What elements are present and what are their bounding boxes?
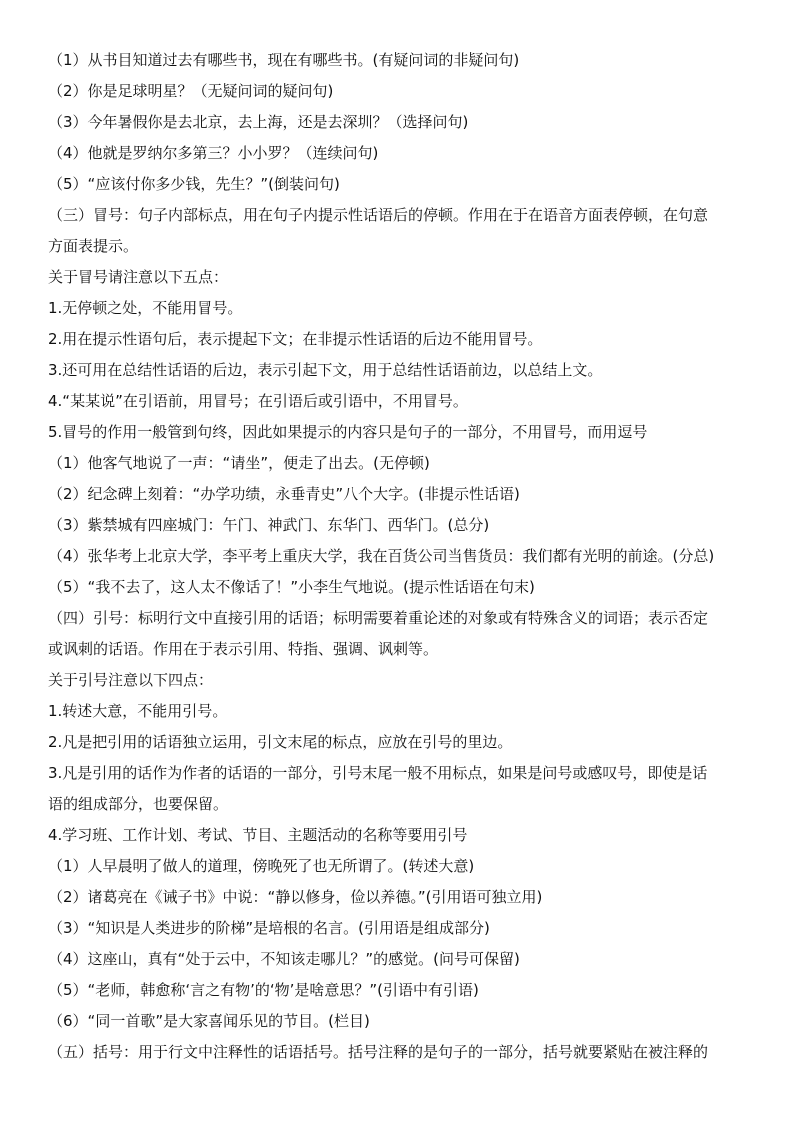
text-line: （5）“老师，韩愈称‘言之有物’的‘物’是啥意思？”(引语中有引语) xyxy=(48,981,479,999)
text-line: （3）今年暑假你是去北京，去上海，还是去深圳？（选择问句) xyxy=(48,113,469,131)
text-line: （4）这座山，真有“处于云中，不知该走哪儿？”的感觉。(问号可保留) xyxy=(48,950,520,968)
text-line: （3）“知识是人类进步的阶梯”是培根的名言。(引用语是组成部分) xyxy=(48,919,490,937)
document-page xyxy=(48,45,758,1068)
text-line: 1.无停顿之处，不能用冒号。 xyxy=(48,299,243,317)
text-line: 2.用在提示性语句后，表示提起下文；在非提示性话语的后边不能用冒号。 xyxy=(48,330,543,348)
text-line: 2.凡是把引用的话语独立运用，引文末尾的标点，应放在引号的里边。 xyxy=(48,733,513,751)
text-line: （1）他客气地说了一声：“请坐”，便走了出去。(无停顿) xyxy=(48,454,430,472)
section-heading: （四）引号：标明行文中直接引用的话语；标明需要着重论述的对象或有特殊含义的词语；表示否定 xyxy=(48,609,709,627)
text-line: 或讽刺的话语。作用在于表示引用、特指、强调、讽刺等。 xyxy=(48,640,439,658)
text-line: 5.冒号的作用一般管到句终，因此如果提示的内容只是句子的一部分，不用冒号，而用逗号 xyxy=(48,423,648,441)
text-line: 关于冒号请注意以下五点： xyxy=(48,268,229,286)
text-line: （3）紫禁城有四座城门：午门、神武门、东华门、西华门。(总分) xyxy=(48,516,490,534)
text-line: （2）诸葛亮在《诫子书》中说：“静以修身，俭以养德。”(引用语可独立用) xyxy=(48,888,543,906)
text-line: 4.“某某说”在引语前，用冒号；在引语后或引语中，不用冒号。 xyxy=(48,392,468,410)
text-line: （4）张华考上北京大学，李平考上重庆大学，我在百货公司当售货员：我们都有光明的前途。(分总) xyxy=(48,547,715,565)
text-line: （6）“同一首歌”是大家喜闻乐见的节目。(栏目) xyxy=(48,1012,370,1030)
text-line: （2）纪念碑上刻着：“办学功绩，永垂青史”八个大字。(非提示性话语) xyxy=(48,485,520,503)
section-heading: （三）冒号：句子内部标点，用在句子内提示性话语后的停顿。作用在于在语音方面表停顿，在句意 xyxy=(48,206,709,224)
text-line: 4.学习班、工作计划、考试、节目、主题活动的名称等要用引号 xyxy=(48,826,468,844)
text-line: （2）你是足球明星？（无疑问词的疑问句) xyxy=(48,82,334,100)
text-line: （5）“我不去了，这人太不像话了！”小李生气地说。(提示性话语在句末) xyxy=(48,578,535,596)
text-line: 1.转述大意，不能用引号。 xyxy=(48,702,228,720)
text-line: 3.凡是引用的话作为作者的话语的一部分，引号末尾一般不用标点，如果是问号或感叹号，即使是话 xyxy=(48,764,708,782)
text-line: （1）人早晨明了做人的道理，傍晚死了也无所谓了。(转述大意) xyxy=(48,857,475,875)
section-heading: （五）括号：用于行文中注释性的话语括号。括号注释的是句子的一部分，括号就要紧贴在被注释的 xyxy=(48,1043,709,1061)
text-line: （5）“应该付你多少钱，先生？”(倒装问句) xyxy=(48,175,340,193)
text-line: 方面表提示。 xyxy=(48,237,139,255)
text-line: （1）从书目知道过去有哪些书，现在有哪些书。(有疑问词的非疑问句) xyxy=(48,51,520,69)
text-line: 3.还可用在总结性话语的后边，表示引起下文，用于总结性话语前边，以总结上文。 xyxy=(48,361,603,379)
text-line: 语的组成部分，也要保留。 xyxy=(48,795,229,813)
text-line: （4）他就是罗纳尔多第三？小小罗？（连续问句) xyxy=(48,144,379,162)
text-line: 关于引号注意以下四点： xyxy=(48,671,214,689)
